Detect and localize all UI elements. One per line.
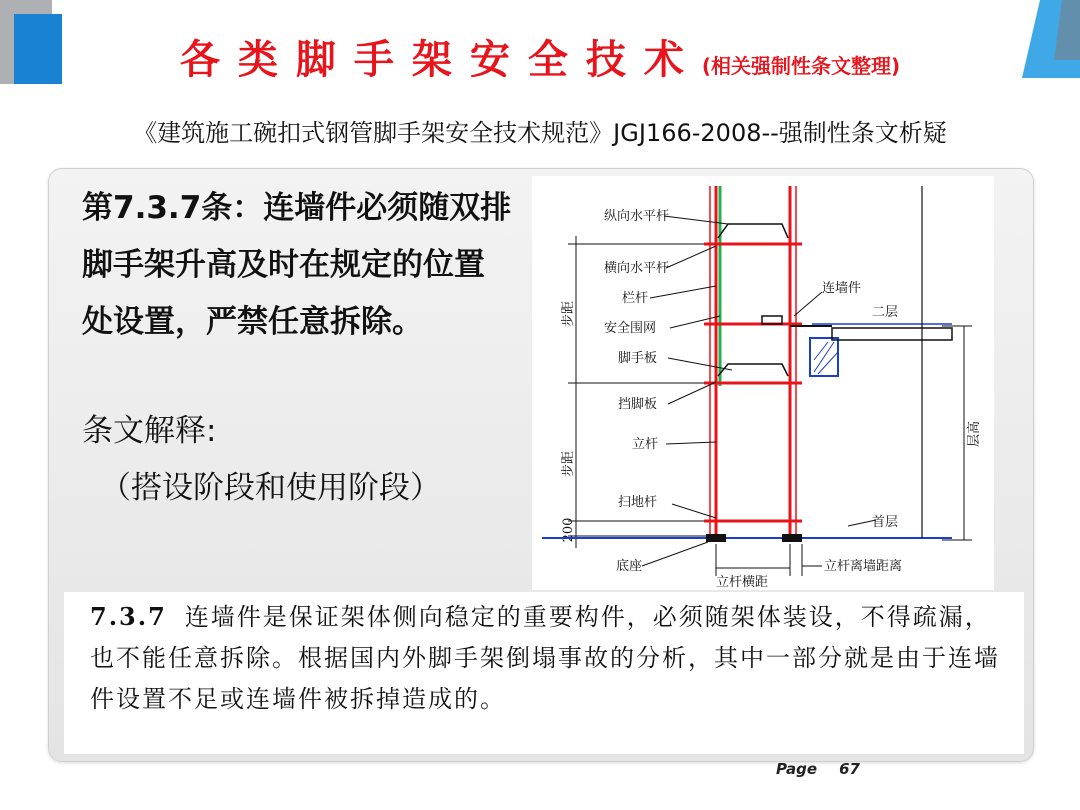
label-railing: 栏杆 xyxy=(622,291,649,306)
page-label: Page xyxy=(776,760,818,778)
label-sweep-bar: 扫地杆 xyxy=(618,495,658,510)
bottom-dimension-lines xyxy=(716,544,822,576)
label-toe-board: 挡脚板 xyxy=(618,397,658,412)
note-text: 连墙件是保证架体侧向稳定的重要构件，必须随架体装设，不得疏漏，也不能任意拆除。根据国内外脚手架倒塌事故的分析，其中一部分就是由于连墙件设置不足或连墙件被拆掉造成的。 xyxy=(90,603,1000,713)
label-leaders xyxy=(642,216,876,566)
label-transverse-bar: 横向水平杆 xyxy=(604,261,670,276)
label-floor-1: 首层 xyxy=(872,515,899,530)
label-upright-wall-distance: 立杆离墙距离 xyxy=(824,559,903,574)
page-title xyxy=(0,28,1080,85)
label-floor-2: 二层 xyxy=(872,305,899,320)
floor-height-label: 层高 xyxy=(967,420,982,448)
scaffold-boards xyxy=(718,224,788,376)
clause-text: 第7.3.7条：连墙件必须随双排脚手架升高及时在规定的位置处设置，严禁任意拆除。 xyxy=(82,190,512,340)
label-upright-spacing: 立杆横距 xyxy=(716,575,769,590)
label-base: 底座 xyxy=(616,559,643,574)
stage-text: （搭设阶段和使用阶段） xyxy=(100,470,441,506)
explanation-label: 条文解释: xyxy=(82,413,217,449)
label-longitudinal-bar: 纵向水平杆 xyxy=(604,209,670,224)
title-main: 各类脚手架安全技术 xyxy=(179,37,702,83)
page-number: 67 xyxy=(839,760,860,778)
page-footer xyxy=(776,760,882,778)
wall-tie xyxy=(790,326,952,376)
scaffold-diagram xyxy=(532,176,994,590)
note-number: 7.3.7 xyxy=(90,602,167,631)
step-label-1: 步距 xyxy=(561,300,576,328)
base-block-2 xyxy=(782,534,802,542)
dim-200: 200 xyxy=(561,517,576,543)
page-subtitle: 《建筑施工碗扣式钢管脚手架安全技术规范》JGJ166-2008--强制性条文析疑 xyxy=(133,119,947,147)
provision-note xyxy=(64,592,1024,754)
step-label-2: 步距 xyxy=(561,450,576,478)
label-safety-net: 安全围网 xyxy=(604,321,657,336)
base-block xyxy=(706,534,726,542)
label-scaffold-board: 脚手板 xyxy=(618,351,658,366)
label-upright: 立杆 xyxy=(632,437,659,452)
title-note: (相关强制性条文整理) xyxy=(701,54,901,78)
label-wall-tie: 连墙件 xyxy=(822,281,862,296)
